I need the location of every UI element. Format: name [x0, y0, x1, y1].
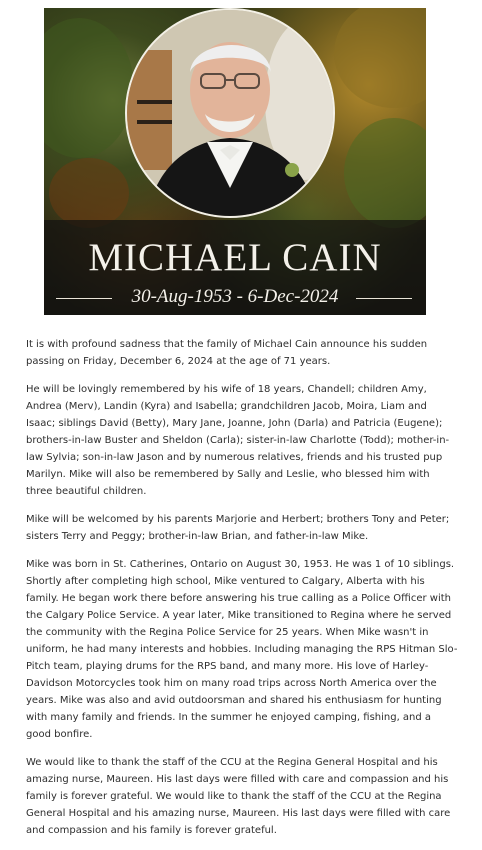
- portrait-photo: [125, 8, 335, 218]
- obituary-paragraph: Mike will be welcomed by his parents Marjorie and Herbert; brothers Tony and Peter; sisters Terry and Peggy; brother-in-law Brian, and father-in-law Mike.: [26, 514, 450, 542]
- obituary-paragraph: We would like to thank the staff of the CCU at the Regina General Hospital and his amazing nurse, Maureen. His last days were filled with care and compassion and his family is forever grateful. We would like to thank the staff of the CCU at the Regina General Hospital and his amazing nurse, Maureen. His last days were filled with care and compassion and his family is forever grateful.: [26, 757, 451, 836]
- portrait-illustration: [127, 10, 333, 216]
- foliage-decoration: [44, 18, 134, 158]
- deceased-name: MICHAEL CAIN: [88, 236, 382, 279]
- foliage-decoration: [49, 158, 129, 228]
- life-dates: 30-Aug-1953 - 6-Dec-2024: [131, 286, 339, 307]
- memorial-banner: [44, 8, 426, 315]
- obituary-paragraph: Mike was born in St. Catherines, Ontario on August 30, 1953. He was 1 of 10 siblings. Shortly after completing high school, Mike ventured to Calgary, Alberta with his family. He began work there before answering his true calling as a Police Officer with the Calgary Police Service. A year later, Mike transitioned to Regina where he served the community with the Regina Police Service for 25 years. When Mike wasn't in uniform, he had many interests and hobbies. Including managing the RPS Hitman Slo-Pitch team, playing drums for the RPS band, and many more. His love of Harley-Davidson Motorcycles took him on many road trips across North America over the years. Mike was also and avid outdoorsman and shared his enthusiasm for hunting with many family and friends. In the summer he enjoyed camping, fishing, and a good bonfire.: [26, 559, 458, 740]
- obituary-paragraph: He will be lovingly remembered by his wife of 18 years, Chandell; children Amy, Andrea (Merv), Landin (Kyra) and Isabella; grandchildren Jacob, Moira, Liam and Isaac; siblings David (Betty), Mary Jane, Joanne, John (Darla) and Patricia (Eugene); brothers-in-law Buster and Sheldon (Carla); sister-in-law Charlotte (Todd); mother-in-law Sylvia; son-in-law Jason and by numerous relatives, friends and his trusted pup Marilyn. Mike will also be remembered by Sally and Leslie, who blessed him with three beautiful children.: [26, 384, 450, 497]
- dates-row: [44, 286, 426, 312]
- obituary-paragraph: It is with profound sadness that the family of Michael Cain announce his sudden passing on Friday, December 6, 2024 at the age of 71 years.: [26, 339, 428, 367]
- foliage-decoration: [344, 118, 426, 228]
- obituary-text: [26, 336, 458, 850]
- foliage-decoration: [334, 8, 426, 108]
